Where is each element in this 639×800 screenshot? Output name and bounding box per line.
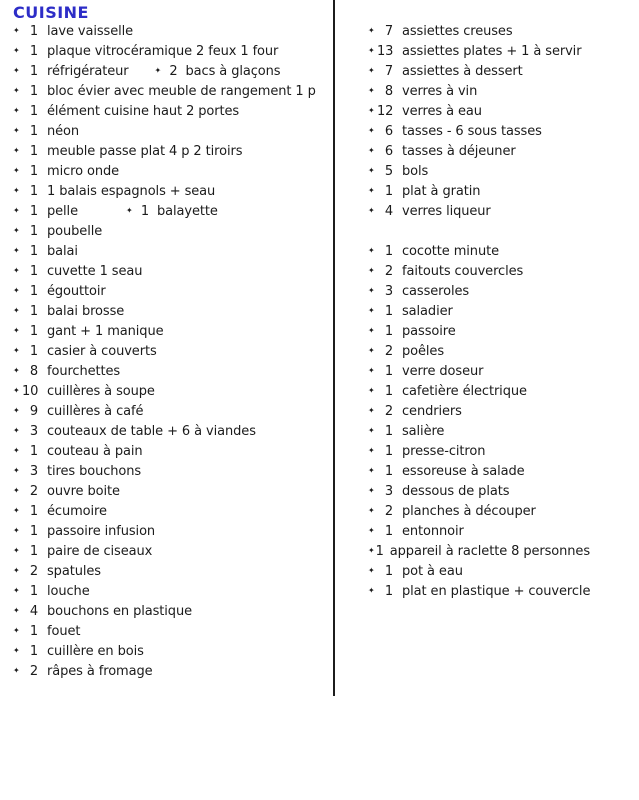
diamond-bullet-icon: ✦ xyxy=(13,326,20,335)
diamond-bullet-icon: ✦ xyxy=(368,306,375,315)
item-label: ouvre boite xyxy=(47,483,120,499)
diamond-bullet-icon: ✦ xyxy=(368,266,375,275)
diamond-bullet-icon: ✦ xyxy=(13,386,20,395)
item-label: meuble passe plat 4 p 2 tiroirs xyxy=(47,143,243,159)
list-item xyxy=(368,361,636,381)
item-label: pelle xyxy=(47,203,78,219)
item-quantity: 1 xyxy=(29,523,38,539)
list-item xyxy=(368,181,636,201)
list-item xyxy=(13,601,331,621)
list-item xyxy=(13,201,331,221)
diamond-bullet-icon: ✦ xyxy=(13,626,20,635)
item-quantity: 3 xyxy=(29,463,38,479)
list-item xyxy=(13,281,331,301)
item-group xyxy=(368,21,636,221)
item-label: râpes à fromage xyxy=(47,663,153,679)
diamond-bullet-icon: ✦ xyxy=(13,486,20,495)
diamond-bullet-icon: ✦ xyxy=(368,446,375,455)
item-label: cafetière électrique xyxy=(402,383,527,399)
list-item xyxy=(13,661,331,681)
item-label: cendriers xyxy=(402,403,462,419)
item-quantity: 2 xyxy=(29,663,38,679)
item-label: lave vaisselle xyxy=(47,23,134,39)
column-divider xyxy=(333,0,335,696)
list-item xyxy=(13,241,331,261)
diamond-bullet-icon: ✦ xyxy=(368,146,375,155)
item-quantity: 1 xyxy=(29,43,38,59)
diamond-bullet-icon: ✦ xyxy=(368,86,375,95)
item-label: cuvette 1 seau xyxy=(47,263,143,279)
item-quantity: 1 xyxy=(29,283,38,299)
item-quantity: 8 xyxy=(384,83,393,99)
list-item xyxy=(368,281,636,301)
list-item xyxy=(13,541,331,561)
item-label: gant + 1 manique xyxy=(47,323,164,339)
item-label: faitouts couvercles xyxy=(402,263,524,279)
list-item xyxy=(368,521,636,541)
diamond-bullet-icon: ✦ xyxy=(368,586,375,595)
list-item xyxy=(368,301,636,321)
item-label: dessous de plats xyxy=(402,483,510,499)
diamond-bullet-icon: ✦ xyxy=(368,346,375,355)
diamond-bullet-icon: ✦ xyxy=(13,66,20,75)
list-item xyxy=(13,41,331,61)
item-quantity: 9 xyxy=(29,403,38,419)
list-item xyxy=(13,501,331,521)
item-quantity: 1 xyxy=(29,143,38,159)
item-quantity: 10 xyxy=(22,383,39,399)
diamond-bullet-icon: ✦ xyxy=(368,386,375,395)
diamond-bullet-icon: ✦ xyxy=(368,526,375,535)
item-label: bacs à glaçons xyxy=(185,63,281,79)
item-quantity: 3 xyxy=(384,483,393,499)
item-quantity: 1 xyxy=(29,643,38,659)
item-quantity: 1 xyxy=(29,303,38,319)
item-label: fourchettes xyxy=(47,363,121,379)
item-label: égouttoir xyxy=(47,283,106,299)
list-item xyxy=(13,61,331,81)
list-item xyxy=(368,381,636,401)
item-quantity: 2 xyxy=(29,563,38,579)
item-quantity: 4 xyxy=(384,203,393,219)
list-item xyxy=(368,121,636,141)
inline-extra-item xyxy=(126,204,218,219)
item-label: micro onde xyxy=(47,163,120,179)
list-item xyxy=(13,121,331,141)
page-title: CUISINE xyxy=(13,3,89,22)
diamond-bullet-icon: ✦ xyxy=(13,586,20,595)
item-label: cuillère en bois xyxy=(47,643,144,659)
item-quantity: 12 xyxy=(377,103,394,119)
item-quantity: 7 xyxy=(384,23,393,39)
item-quantity: 2 xyxy=(29,483,38,499)
item-label: planches à découper xyxy=(402,503,536,519)
list-item xyxy=(368,161,636,181)
item-quantity: 1 xyxy=(29,623,38,639)
item-label: bouchons en plastique xyxy=(47,603,193,619)
list-item xyxy=(13,481,331,501)
item-label: spatules xyxy=(47,563,101,579)
diamond-bullet-icon: ✦ xyxy=(368,406,375,415)
item-quantity: 1 xyxy=(29,343,38,359)
diamond-bullet-icon: ✦ xyxy=(368,546,375,555)
item-label: saladier xyxy=(402,303,453,319)
item-quantity: 1 xyxy=(29,63,38,79)
diamond-bullet-icon: ✦ xyxy=(368,126,375,135)
item-label: plaque vitrocéramique 2 feux 1 four xyxy=(47,43,279,59)
list-item xyxy=(368,461,636,481)
diamond-bullet-icon: ✦ xyxy=(13,446,20,455)
diamond-bullet-icon: ✦ xyxy=(368,366,375,375)
list-item xyxy=(13,461,331,481)
list-item xyxy=(368,581,636,601)
item-label: 1 balais espagnols + seau xyxy=(47,183,216,199)
item-label: salière xyxy=(402,423,445,439)
item-quantity: 1 xyxy=(29,183,38,199)
item-label: verres à eau xyxy=(402,103,482,119)
list-item xyxy=(368,401,636,421)
item-quantity: 2 xyxy=(384,263,393,279)
item-quantity: 1 xyxy=(29,103,38,119)
item-quantity: 1 xyxy=(384,523,393,539)
item-label: assiettes creuses xyxy=(402,23,513,39)
diamond-bullet-icon: ✦ xyxy=(13,146,20,155)
diamond-bullet-icon: ✦ xyxy=(13,646,20,655)
list-item xyxy=(368,141,636,161)
item-label: bols xyxy=(402,163,429,179)
item-quantity: 1 xyxy=(384,423,393,439)
item-quantity: 1 xyxy=(375,543,384,559)
list-item xyxy=(368,261,636,281)
item-label: casier à couverts xyxy=(47,343,157,359)
list-item xyxy=(13,221,331,241)
item-label: pot à eau xyxy=(402,563,463,579)
diamond-bullet-icon: ✦ xyxy=(13,246,20,255)
item-quantity: 1 xyxy=(384,563,393,579)
item-quantity: 1 xyxy=(384,183,393,199)
diamond-bullet-icon: ✦ xyxy=(13,86,20,95)
diamond-bullet-icon: ✦ xyxy=(13,286,20,295)
item-quantity: 4 xyxy=(29,603,38,619)
diamond-bullet-icon: ✦ xyxy=(368,66,375,75)
item-label: paire de ciseaux xyxy=(47,543,153,559)
item-quantity: 1 xyxy=(384,463,393,479)
item-label: bloc évier avec meuble de rangement 1 p xyxy=(47,83,316,99)
list-item xyxy=(368,201,636,221)
list-item xyxy=(13,161,331,181)
list-item xyxy=(368,61,636,81)
item-label: verres liqueur xyxy=(402,203,491,219)
item-label: passoire infusion xyxy=(47,523,156,539)
item-quantity: 1 xyxy=(384,323,393,339)
item-label: balai brosse xyxy=(47,303,125,319)
item-quantity: 1 xyxy=(384,303,393,319)
diamond-bullet-icon: ✦ xyxy=(13,426,20,435)
diamond-bullet-icon: ✦ xyxy=(368,466,375,475)
list-item xyxy=(368,101,636,121)
diamond-bullet-icon: ✦ xyxy=(13,186,20,195)
item-group xyxy=(368,241,636,601)
diamond-bullet-icon: ✦ xyxy=(13,126,20,135)
diamond-bullet-icon: ✦ xyxy=(368,426,375,435)
item-quantity: 3 xyxy=(384,283,393,299)
item-label: couteau à pain xyxy=(47,443,143,459)
item-quantity: 1 xyxy=(29,443,38,459)
item-label: verre doseur xyxy=(402,363,484,379)
item-label: passoire xyxy=(402,323,456,339)
item-quantity: 1 xyxy=(29,503,38,519)
list-item xyxy=(13,101,331,121)
item-quantity: 1 xyxy=(29,23,38,39)
list-item xyxy=(368,541,636,561)
item-quantity: 1 xyxy=(29,323,38,339)
diamond-bullet-icon: ✦ xyxy=(368,26,375,35)
diamond-bullet-icon: ✦ xyxy=(368,206,375,215)
item-quantity: 2 xyxy=(384,343,393,359)
diamond-bullet-icon: ✦ xyxy=(13,46,20,55)
list-item xyxy=(368,561,636,581)
item-label: cuillères à soupe xyxy=(47,383,155,399)
list-item xyxy=(368,321,636,341)
left-column xyxy=(13,21,331,681)
item-label: néon xyxy=(47,123,80,139)
diamond-bullet-icon: ✦ xyxy=(13,606,20,615)
diamond-bullet-icon: ✦ xyxy=(368,46,375,55)
item-quantity: 2 xyxy=(169,63,178,79)
diamond-bullet-icon: ✦ xyxy=(13,306,20,315)
list-item xyxy=(13,361,331,381)
item-label: plat en plastique + couvercle xyxy=(402,583,591,599)
item-label: couteaux de table + 6 à viandes xyxy=(47,423,256,439)
item-quantity: 1 xyxy=(29,203,38,219)
diamond-bullet-icon: ✦ xyxy=(368,566,375,575)
list-item xyxy=(13,181,331,201)
item-quantity: 1 xyxy=(140,203,149,219)
item-quantity: 1 xyxy=(29,263,38,279)
list-item xyxy=(13,301,331,321)
list-item xyxy=(13,341,331,361)
list-item xyxy=(368,501,636,521)
item-quantity: 1 xyxy=(384,583,393,599)
diamond-bullet-icon: ✦ xyxy=(368,246,375,255)
item-label: tasses - 6 sous tasses xyxy=(402,123,542,139)
diamond-bullet-icon: ✦ xyxy=(13,266,20,275)
diamond-bullet-icon: ✦ xyxy=(13,506,20,515)
diamond-bullet-icon: ✦ xyxy=(368,486,375,495)
right-column xyxy=(368,21,636,601)
diamond-bullet-icon: ✦ xyxy=(13,666,20,675)
item-quantity: 8 xyxy=(29,363,38,379)
item-label: tasses à déjeuner xyxy=(402,143,516,159)
diamond-bullet-icon: ✦ xyxy=(13,166,20,175)
diamond-bullet-icon: ✦ xyxy=(13,346,20,355)
list-item xyxy=(13,621,331,641)
item-label: balayette xyxy=(156,203,218,219)
item-label: casseroles xyxy=(402,283,470,299)
item-quantity: 5 xyxy=(384,163,393,179)
item-label: assiettes plates + 1 à servir xyxy=(402,43,582,59)
item-quantity: 1 xyxy=(29,123,38,139)
item-quantity: 1 xyxy=(384,443,393,459)
item-label: entonnoir xyxy=(402,523,464,539)
list-item xyxy=(368,241,636,261)
diamond-bullet-icon: ✦ xyxy=(368,326,375,335)
item-quantity: 1 xyxy=(29,543,38,559)
list-item xyxy=(368,41,636,61)
diamond-bullet-icon: ✦ xyxy=(13,366,20,375)
diamond-bullet-icon: ✦ xyxy=(13,406,20,415)
list-item xyxy=(13,441,331,461)
item-quantity: 2 xyxy=(384,403,393,419)
diamond-bullet-icon: ✦ xyxy=(368,506,375,515)
inline-extra-item xyxy=(155,64,281,79)
list-item xyxy=(13,561,331,581)
item-quantity: 6 xyxy=(384,143,393,159)
item-quantity: 1 xyxy=(384,383,393,399)
list-item xyxy=(368,341,636,361)
item-label: louche xyxy=(47,583,90,599)
item-label: cuillères à café xyxy=(47,403,144,419)
item-label: réfrigérateur xyxy=(47,63,129,79)
item-label: plat à gratin xyxy=(402,183,481,199)
item-label: tires bouchons xyxy=(47,463,142,479)
item-quantity: 1 xyxy=(29,243,38,259)
item-label: cocotte minute xyxy=(402,243,499,259)
item-label: poubelle xyxy=(47,223,103,239)
diamond-bullet-icon: ✦ xyxy=(13,26,20,35)
list-item xyxy=(13,141,331,161)
list-item xyxy=(368,481,636,501)
list-item xyxy=(13,641,331,661)
list-item xyxy=(368,81,636,101)
item-quantity: 6 xyxy=(384,123,393,139)
diamond-bullet-icon: ✦ xyxy=(368,106,375,115)
item-label: appareil à raclette 8 personnes xyxy=(389,543,590,559)
item-label: poêles xyxy=(402,343,444,359)
item-quantity: 7 xyxy=(384,63,393,79)
item-label: presse-citron xyxy=(402,443,486,459)
list-item xyxy=(13,261,331,281)
item-quantity: 1 xyxy=(29,163,38,179)
item-quantity: 1 xyxy=(384,363,393,379)
diamond-bullet-icon: ✦ xyxy=(13,106,20,115)
list-item xyxy=(13,421,331,441)
item-label: assiettes à dessert xyxy=(402,63,523,79)
diamond-bullet-icon: ✦ xyxy=(13,226,20,235)
diamond-bullet-icon: ✦ xyxy=(368,166,375,175)
list-item xyxy=(13,401,331,421)
list-item xyxy=(13,321,331,341)
item-label: verres à vin xyxy=(402,83,478,99)
item-label: fouet xyxy=(47,623,81,639)
item-quantity: 1 xyxy=(384,243,393,259)
list-item xyxy=(368,441,636,461)
diamond-bullet-icon: ✦ xyxy=(13,546,20,555)
list-item xyxy=(13,581,331,601)
item-quantity: 1 xyxy=(29,83,38,99)
item-label: élément cuisine haut 2 portes xyxy=(47,103,240,119)
diamond-bullet-icon: ✦ xyxy=(125,206,133,215)
item-quantity: 2 xyxy=(384,503,393,519)
list-item xyxy=(13,521,331,541)
diamond-bullet-icon: ✦ xyxy=(368,186,375,195)
diamond-bullet-icon: ✦ xyxy=(13,466,20,475)
item-label: balai xyxy=(47,243,78,259)
list-item xyxy=(368,421,636,441)
item-quantity: 1 xyxy=(29,223,38,239)
item-label: essoreuse à salade xyxy=(402,463,525,479)
list-item xyxy=(13,81,331,101)
item-label: écumoire xyxy=(47,503,107,519)
diamond-bullet-icon: ✦ xyxy=(13,566,20,575)
item-quantity: 1 xyxy=(29,583,38,599)
diamond-bullet-icon: ✦ xyxy=(13,206,20,215)
diamond-bullet-icon: ✦ xyxy=(13,526,20,535)
diamond-bullet-icon: ✦ xyxy=(154,66,162,75)
list-item xyxy=(13,21,331,41)
diamond-bullet-icon: ✦ xyxy=(368,286,375,295)
list-item xyxy=(13,381,331,401)
item-group xyxy=(13,21,331,681)
item-quantity: 3 xyxy=(29,423,38,439)
list-item xyxy=(368,21,636,41)
item-quantity: 13 xyxy=(377,43,394,59)
